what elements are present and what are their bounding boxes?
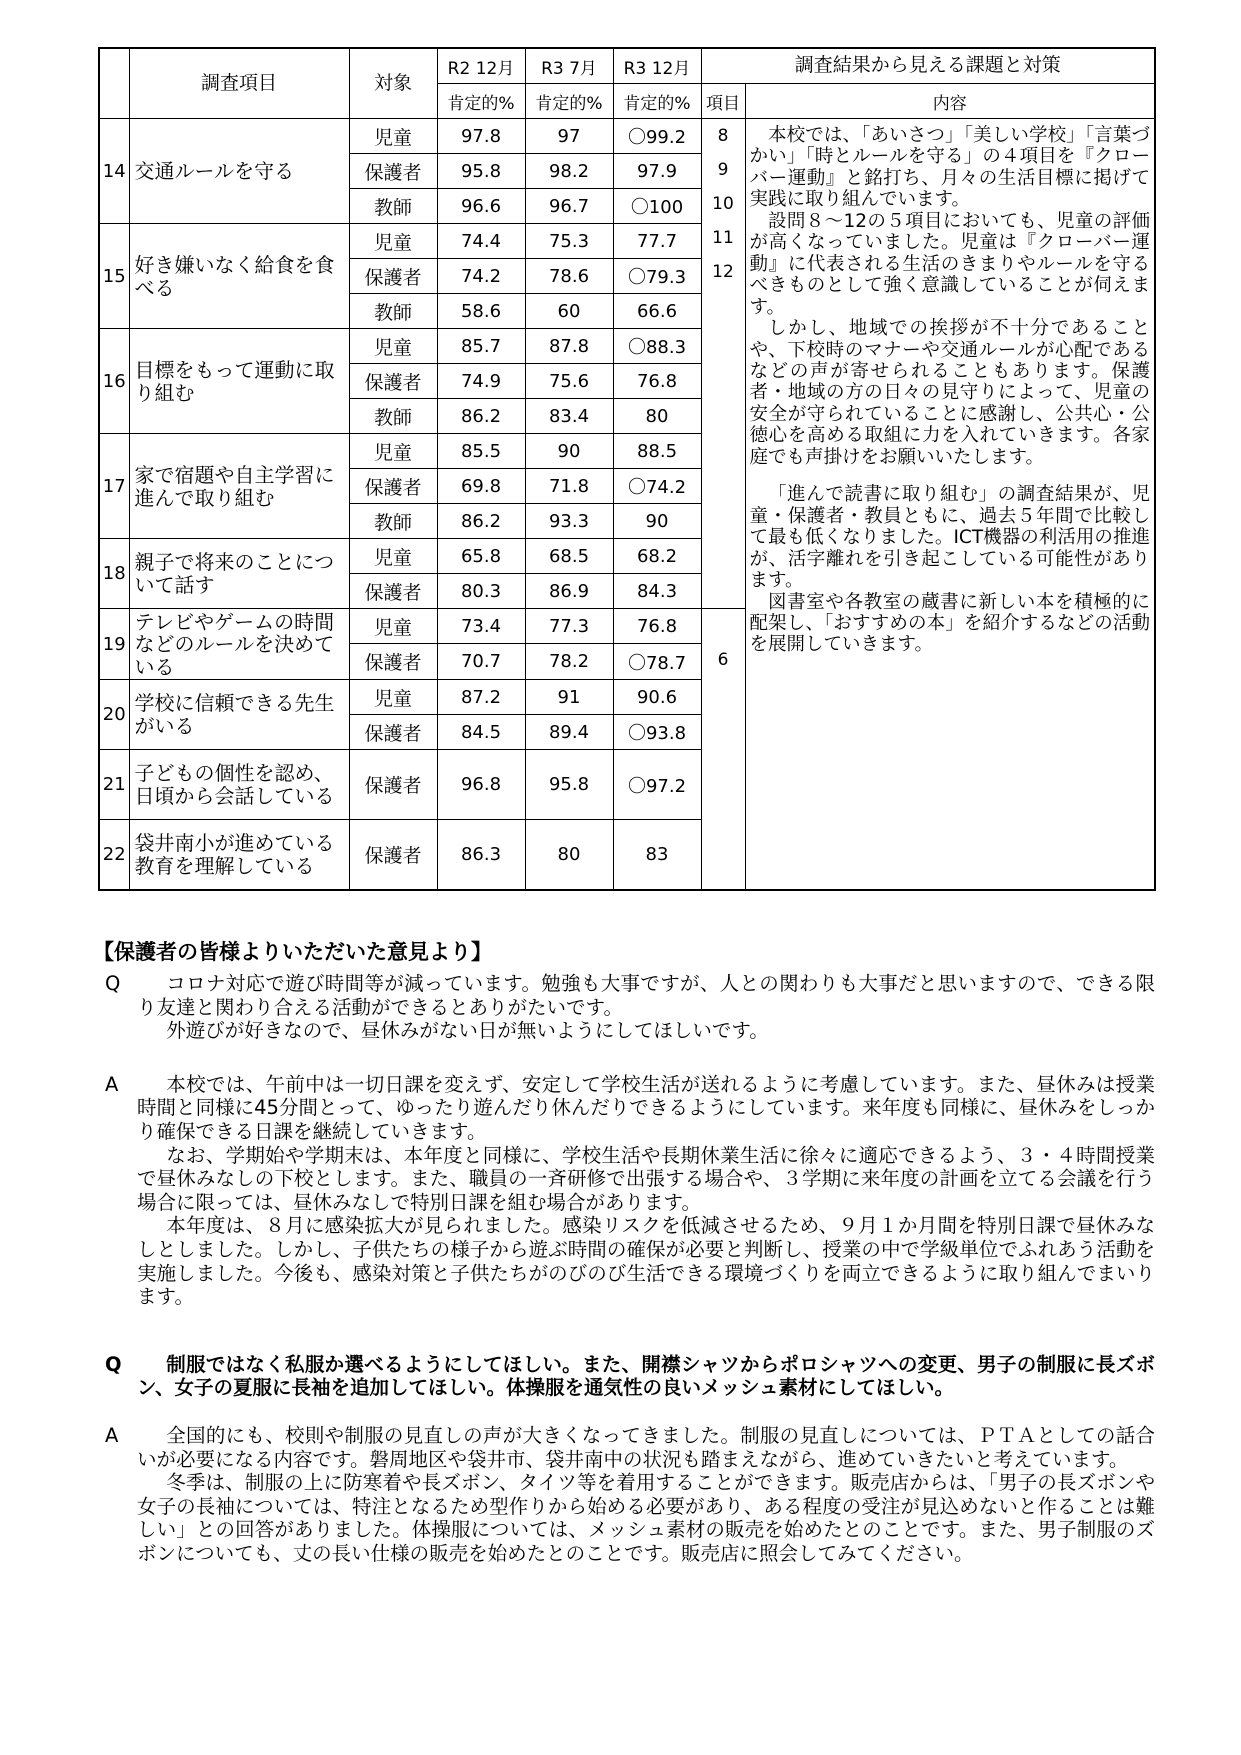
positive-rate-3: 80 xyxy=(613,399,701,434)
positive-rate-1: 87.2 xyxy=(437,680,525,715)
header-item: 調査項目 xyxy=(129,48,349,119)
respondent-group: 保護者 xyxy=(349,750,437,820)
positive-rate-3: 88.5 xyxy=(613,434,701,469)
answer-2-text: 冬季は、制服の上に防寒着や長ズボン、タイツ等を着用することができます。販売店からは、「男子の長ズボンや女子の長袖については、特注となるため型作りから始める必要があり、ある程度の受注が見込めないと作ることは難しい」との回答がありました。体操服については、メッシュ素材の販売を始めたとのことです。また、男子制服のズボンについても、丈の長い仕様の販売を始めたとのことです。販売店に照会してみてください。 xyxy=(137,1471,1155,1565)
corner-cell xyxy=(99,48,129,119)
positive-rate-2: 68.5 xyxy=(525,539,613,574)
positive-rate-2: 97 xyxy=(525,119,613,154)
question-number: 22 xyxy=(99,820,129,890)
question-number: 19 xyxy=(99,609,129,680)
positive-rate-3: 〇100 xyxy=(613,189,701,224)
positive-rate-1: 86.2 xyxy=(437,399,525,434)
question-1-text: コロナ対応で遊び時間等が減っています。勉強も大事ですが、人との関わりも大事だと思いますので、できる限り友達と関わり合える活動ができるとありがたいです。 xyxy=(137,972,1155,1019)
header-issues: 調査結果から見える課題と対策 xyxy=(701,48,1155,84)
survey-item: 目標をもって運動に取り組む xyxy=(129,329,349,434)
positive-rate-3: 〇79.3 xyxy=(613,259,701,294)
positive-rate-1: 74.9 xyxy=(437,364,525,399)
question-number: 14 xyxy=(99,119,129,224)
reading-issues-paragraph: 図書室や各教室の蔵書に新しい本を積極的に配架し、「おすすめの本」を紹介するなどの活動を展開していきます。 xyxy=(749,591,1151,656)
respondent-group: 保護者 xyxy=(349,364,437,399)
answer-1-text: なお、学期始や学期末は、本年度と同様に、学校生活や長期休業生活に徐々に適応できるよう、３・４時間授業で昼休みなしの下校とします。また、職員の一斉研修で出張する場合や、３学期に来年度の計画を立てる会議を行う場合に限っては、昼休みなしで特別日課を組む場合があります。 xyxy=(137,1143,1155,1214)
related-question-number: 11 xyxy=(712,228,734,248)
positive-rate-2: 83.4 xyxy=(525,399,613,434)
question-number: 15 xyxy=(99,224,129,329)
question-number: 17 xyxy=(99,434,129,539)
positive-rate-2: 95.8 xyxy=(525,750,613,820)
related-question-number: 6 xyxy=(717,650,729,670)
reading-issues-paragraph: 「進んで読書に取り組む」の調査結果が、児童・保護者・教員ともに、過去５年間で比較して最も低くなりました。ICT機器の利活用の推進が、活字離れを引き起こしている可能性があります。 xyxy=(749,484,1151,592)
positive-rate-3: 〇99.2 xyxy=(613,119,701,154)
header-positive-1: 肯定的% xyxy=(437,84,525,119)
question-number: 18 xyxy=(99,539,129,609)
related-question-number: 12 xyxy=(712,262,734,282)
answer-2 xyxy=(95,1424,1155,1566)
positive-rate-1: 96.6 xyxy=(437,189,525,224)
answer-1 xyxy=(95,1073,1155,1309)
positive-rate-2: 96.7 xyxy=(525,189,613,224)
positive-rate-2: 78.2 xyxy=(525,644,613,680)
respondent-group: 児童 xyxy=(349,329,437,364)
positive-rate-2: 98.2 xyxy=(525,154,613,189)
header-positive-3: 肯定的% xyxy=(613,84,701,119)
opinions-heading: 【保護者の皆様よりいただいた意見より】 xyxy=(93,940,492,964)
positive-rate-1: 58.6 xyxy=(437,294,525,329)
positive-rate-3: 〇93.8 xyxy=(613,715,701,750)
a-label: A xyxy=(105,1072,119,1096)
positive-rate-3: 〇97.2 xyxy=(613,750,701,820)
respondent-group: 保護者 xyxy=(349,154,437,189)
respondent-group: 保護者 xyxy=(349,469,437,504)
answer-2-text: 全国的にも、校則や制服の見直しの声が大きくなってきました。制服の見直しについては、ＰＴＡとしての話合いが必要になる内容です。磐周地区や袋井市、袋井南中の状況も踏まえながら、進めていきたいと考えています。 xyxy=(137,1423,1155,1471)
issues-and-measures-text xyxy=(745,119,1155,890)
respondent-group: 児童 xyxy=(349,539,437,574)
header-period-1: R2 12月 xyxy=(437,48,525,84)
answer-1-text: 本年度は、８月に感染拡大が見られました。感染リスクを低減させるため、９月１か月間を特別日課で昼休みなしとしました。しかし、子供たちの様子から遊ぶ時間の確保が必要と判断し、授業の中で学級単位でふれあう活動を実施しました。今後も、感染対策と子供たちがのびのび生活できる環境づくりを両立できるように取り組んでまいります。 xyxy=(137,1214,1155,1309)
positive-rate-2: 60 xyxy=(525,294,613,329)
positive-rate-3: 83 xyxy=(613,820,701,890)
table-row xyxy=(99,119,1155,154)
positive-rate-3: 90.6 xyxy=(613,680,701,715)
positive-rate-3: 68.2 xyxy=(613,539,701,574)
positive-rate-3: 97.9 xyxy=(613,154,701,189)
positive-rate-1: 96.8 xyxy=(437,750,525,820)
header-period-3: R3 12月 xyxy=(613,48,701,84)
survey-item: テレビやゲームの時間などのルールを決めている xyxy=(129,609,349,680)
related-question-numbers xyxy=(701,609,745,890)
positive-rate-2: 90 xyxy=(525,434,613,469)
positive-rate-3: 〇74.2 xyxy=(613,469,701,504)
related-question-number: 10 xyxy=(712,194,734,214)
positive-rate-1: 95.8 xyxy=(437,154,525,189)
survey-item: 子どもの個性を認め、日頃から会話している xyxy=(129,750,349,820)
survey-item: 親子で将来のことについて話す xyxy=(129,539,349,609)
positive-rate-1: 70.7 xyxy=(437,644,525,680)
positive-rate-3: 77.7 xyxy=(613,224,701,259)
positive-rate-2: 78.6 xyxy=(525,259,613,294)
positive-rate-1: 74.4 xyxy=(437,224,525,259)
survey-item: 袋井南小が進めている教育を理解している xyxy=(129,820,349,890)
positive-rate-3: 66.6 xyxy=(613,294,701,329)
positive-rate-1: 86.3 xyxy=(437,820,525,890)
results-table xyxy=(98,47,1156,891)
respondent-group: 教師 xyxy=(349,294,437,329)
positive-rate-1: 65.8 xyxy=(437,539,525,574)
question-1-text: 外遊びが好きなので、昼休みがない日が無いようにしてほしいです。 xyxy=(166,1019,769,1043)
respondent-group: 児童 xyxy=(349,119,437,154)
positive-rate-2: 80 xyxy=(525,820,613,890)
positive-rate-1: 80.3 xyxy=(437,574,525,609)
related-question-number: 9 xyxy=(717,160,729,180)
respondent-group: 保護者 xyxy=(349,644,437,680)
positive-rate-1: 69.8 xyxy=(437,469,525,504)
header-target: 対象 xyxy=(349,48,437,119)
answer-1-text: 本校では、午前中は一切日課を変えず、安定して学校生活が送れるように考慮しています。また、昼休みは授業時間と同様に45分間とって、ゆったり遊んだり休んだりできるようにしています。来年度も同様に、昼休みをしっかり確保できる日課を継続していきます。 xyxy=(137,1072,1155,1143)
parent-opinions-section xyxy=(95,936,1155,1565)
respondent-group: 保護者 xyxy=(349,715,437,750)
issues-paragraph: しかし、地域での挨拶が不十分であることや、下校時のマナーや交通ルールが心配であるなどの声が寄せられることもあります。保護者・地域の方の日々の見守りによって、児童の安全が守られていることに感謝し、公共心・公徳心を高める取組に力を入れていきます。各家庭でも声掛けをお願いいたします。 xyxy=(749,318,1151,468)
respondent-group: 児童 xyxy=(349,434,437,469)
positive-rate-1: 74.2 xyxy=(437,259,525,294)
positive-rate-3: 76.8 xyxy=(613,609,701,644)
related-question-number: 8 xyxy=(717,126,729,146)
survey-item: 学校に信頼できる先生がいる xyxy=(129,680,349,750)
question-number: 16 xyxy=(99,329,129,434)
header-positive-2: 肯定的% xyxy=(525,84,613,119)
positive-rate-1: 86.2 xyxy=(437,504,525,539)
positive-rate-3: 76.8 xyxy=(613,364,701,399)
positive-rate-2: 91 xyxy=(525,680,613,715)
survey-results-table xyxy=(98,47,1154,891)
positive-rate-1: 97.8 xyxy=(437,119,525,154)
respondent-group: 保護者 xyxy=(349,820,437,890)
header-qnum: 項目 xyxy=(701,84,745,119)
positive-rate-2: 87.8 xyxy=(525,329,613,364)
survey-item: 好き嫌いなく給食を食べる xyxy=(129,224,349,329)
related-question-numbers xyxy=(701,119,745,609)
issues-paragraph: 設問８～12の５項目においても、児童の評価が高くなっていました。児童は『クローバー運動』に代表される生活のきまりやルールを守るべきものとして強く意識していることが伺えます。 xyxy=(749,210,1151,318)
positive-rate-3: 〇78.7 xyxy=(613,644,701,680)
positive-rate-3: 〇88.3 xyxy=(613,329,701,364)
positive-rate-1: 84.5 xyxy=(437,715,525,750)
positive-rate-2: 93.3 xyxy=(525,504,613,539)
positive-rate-1: 73.4 xyxy=(437,609,525,644)
respondent-group: 児童 xyxy=(349,680,437,715)
respondent-group: 児童 xyxy=(349,224,437,259)
positive-rate-3: 90 xyxy=(613,504,701,539)
question-number: 20 xyxy=(99,680,129,750)
respondent-group: 保護者 xyxy=(349,259,437,294)
positive-rate-2: 71.8 xyxy=(525,469,613,504)
issues-paragraph: 本校では、「あいさつ」「美しい学校」「言葉づかい」「時とルールを守る」の４項目を『クローバー運動』と銘打ち、月々の生活目標に掲げて実践に取り組んでいます。 xyxy=(749,125,1151,211)
positive-rate-2: 86.9 xyxy=(525,574,613,609)
positive-rate-1: 85.7 xyxy=(437,329,525,364)
question-number: 21 xyxy=(99,750,129,820)
positive-rate-3: 84.3 xyxy=(613,574,701,609)
positive-rate-2: 75.3 xyxy=(525,224,613,259)
respondent-group: 教師 xyxy=(349,504,437,539)
q-label: Q xyxy=(105,972,121,995)
header-content: 内容 xyxy=(745,84,1155,119)
survey-item: 交通ルールを守る xyxy=(129,119,349,224)
positive-rate-2: 77.3 xyxy=(525,609,613,644)
positive-rate-1: 85.5 xyxy=(437,434,525,469)
question-2 xyxy=(95,1353,1155,1400)
q-label: Q xyxy=(105,1352,122,1376)
survey-item: 家で宿題や自主学習に進んで取り組む xyxy=(129,434,349,539)
question-1 xyxy=(95,972,1155,1043)
positive-rate-2: 89.4 xyxy=(525,715,613,750)
respondent-group: 保護者 xyxy=(349,574,437,609)
header-period-2: R3 7月 xyxy=(525,48,613,84)
respondent-group: 教師 xyxy=(349,189,437,224)
respondent-group: 児童 xyxy=(349,609,437,644)
question-2-text: 制服ではなく私服か選べるようにしてほしい。また、開襟シャツからポロシャツへの変更、男子の制服に長ズボン、女子の夏服に長袖を追加してほしい。体操服を通気性の良いメッシュ素材にしてほしい。 xyxy=(137,1352,1155,1400)
positive-rate-2: 75.6 xyxy=(525,364,613,399)
respondent-group: 教師 xyxy=(349,399,437,434)
a-label: A xyxy=(105,1423,119,1447)
